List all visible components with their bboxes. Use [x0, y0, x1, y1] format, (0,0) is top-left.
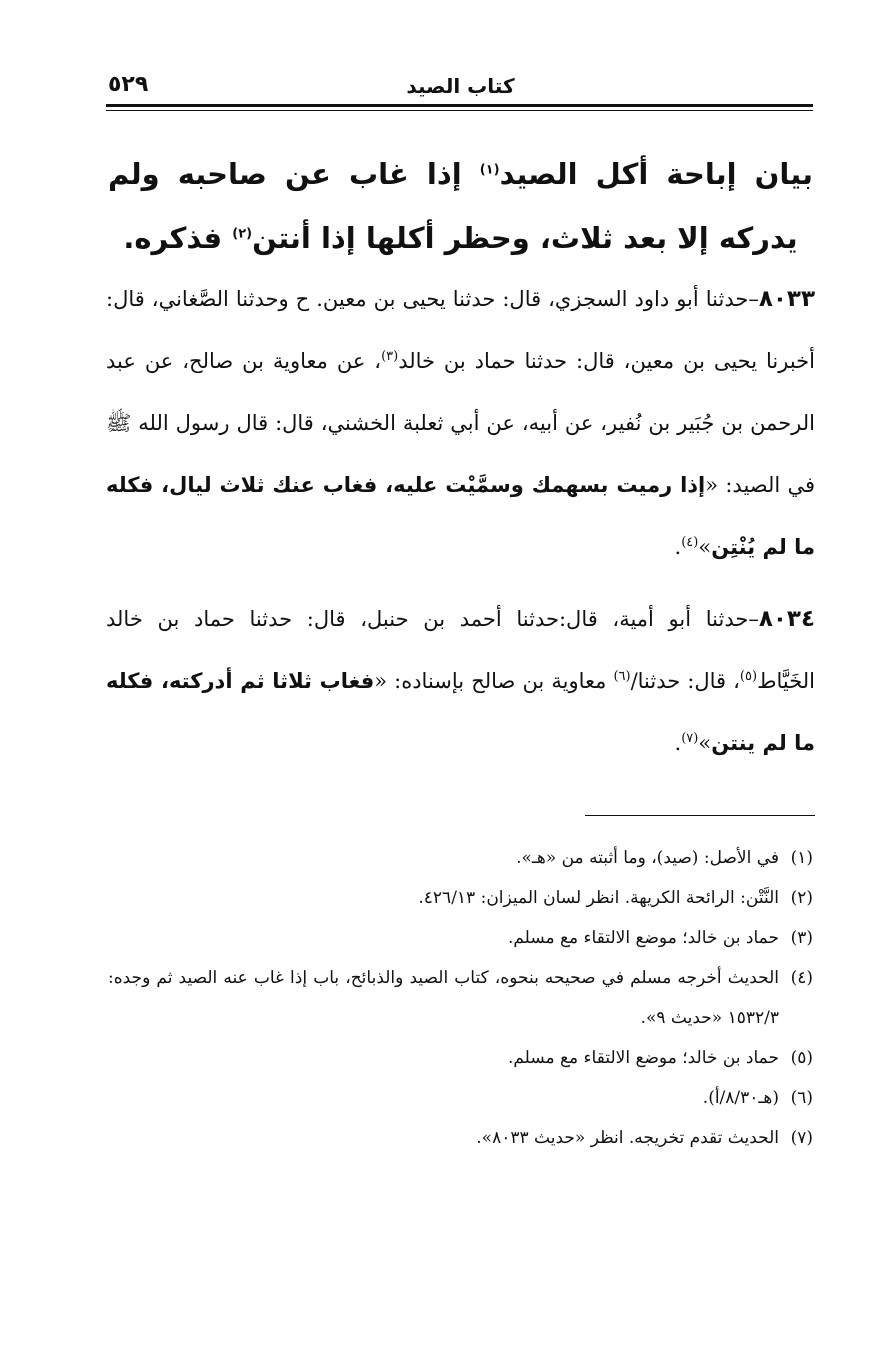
footnote-text: حماد بن خالد؛ موضع الالتقاء مع مسلم. — [507, 1048, 779, 1068]
hadith-number: ٨٠٣٤ — [758, 606, 815, 632]
footnote-item — [108, 838, 813, 878]
footnote-item — [108, 958, 813, 1038]
footnote-item — [108, 1118, 813, 1158]
main-text — [106, 268, 815, 774]
footnote-text: الحديث تقدم تخريجه. انظر «حديث ٨٠٣٣». — [476, 1128, 779, 1148]
footnote-text: في الأصل: (صيد)، وما أثبته من «هـ». — [516, 848, 779, 868]
hadith-number: ٨٠٣٣ — [758, 286, 815, 312]
quote-close: » — [698, 535, 712, 559]
footnote-separator — [585, 815, 815, 816]
footnote-text: الحديث أخرجه مسلم في صحيحه بنحوه، كتاب الصيد والذبائح، باب إذا غاب عنه الصيد ثم وجده: ١٥٣٢/٣ «حديث ٩». — [108, 968, 779, 1028]
quote-close: » — [698, 731, 712, 755]
footnote-ref-2: (٢) — [232, 226, 253, 242]
chapter-title-part-c: فذكره. — [123, 221, 233, 255]
footnote-ref-7: (٧) — [681, 731, 699, 746]
chapter-title-part-b: إذا غاب عن صاحبه ولم يدركه إلا بعد ثلاث، وحظر أكلها إذا أنتن — [108, 157, 798, 255]
page-number: ٥٢٩ — [108, 72, 149, 97]
chapter-title-part-a: بيان إباحة أكل الصيد — [499, 157, 814, 191]
footnote-ref-1: (١) — [479, 162, 500, 178]
prophetic-quote: إذا رميت بسهمك وسمَّيْت عليه، فغاب عنك ثلاث ليال، فكله ما لم يُنْتِن — [106, 473, 815, 559]
hadith-text: ، عن معاوية بن صالح، عن عبد الرحمن بن جُبَير بن نُفير، عن أبيه، عن أبي ثعلبة الخشني، قال: قال رسول الله ﷺ في الصيد: « — [106, 349, 816, 497]
hadith-text: –حدثنا أبو داود السجزي، قال: حدثنا يحيى بن معين. ح وحدثنا الصَّغاني، قال: أخبرنا يحيى بن معين، قال: حدثنا حماد بن خالد — [106, 287, 815, 373]
chapter-title — [108, 142, 813, 270]
footnote-ref-5: (٥) — [739, 669, 758, 684]
hadith-8034 — [106, 588, 815, 774]
footnotes — [108, 838, 813, 1158]
page-header — [108, 72, 813, 100]
footnote-number: (٤) — [790, 968, 813, 988]
footnote-ref-4: (٤) — [681, 535, 699, 550]
footnote-text: (هـ٨/٣٠/أ). — [702, 1088, 779, 1108]
footnote-text: النَّتْن: الرائحة الكريهة. انظر لسان الميزان: ٤٢٦/١٣. — [418, 888, 779, 908]
hadith-8033 — [106, 268, 815, 578]
footnote-number: (١) — [790, 848, 813, 868]
footnote-ref-3: (٣) — [381, 349, 399, 364]
hadith-text: ، قال: حدثنا/ — [630, 669, 740, 693]
footnote-item — [108, 1038, 813, 1078]
footnote-item — [108, 1078, 813, 1118]
hadith-text: معاوية بن صالح بإسناده: « — [374, 669, 614, 693]
footnote-number: (٣) — [790, 928, 813, 948]
prophetic-quote: فغاب ثلاثا ثم أدركته، فكله ما لم ينتن — [106, 669, 815, 755]
footnote-number: (٢) — [790, 888, 813, 908]
hadith-end: . — [674, 535, 682, 559]
footnote-number: (٧) — [790, 1128, 813, 1148]
hadith-text: –حدثنا أبو أمية، قال:حدثنا أحمد بن حنبل، قال: حدثنا حماد بن خالد الخَيَّاط — [106, 607, 816, 693]
footnote-ref-6: (٦) — [613, 669, 631, 684]
header-rule-thin — [106, 110, 813, 111]
footnote-item — [108, 918, 813, 958]
header-rule-thick — [106, 104, 813, 107]
footnote-text: حماد بن خالد؛ موضع الالتقاء مع مسلم. — [507, 928, 779, 948]
footnote-number: (٦) — [790, 1088, 813, 1108]
running-title: كتاب الصيد — [406, 74, 515, 98]
hadith-end: . — [674, 731, 682, 755]
footnote-number: (٥) — [790, 1048, 813, 1068]
footnote-item — [108, 878, 813, 918]
